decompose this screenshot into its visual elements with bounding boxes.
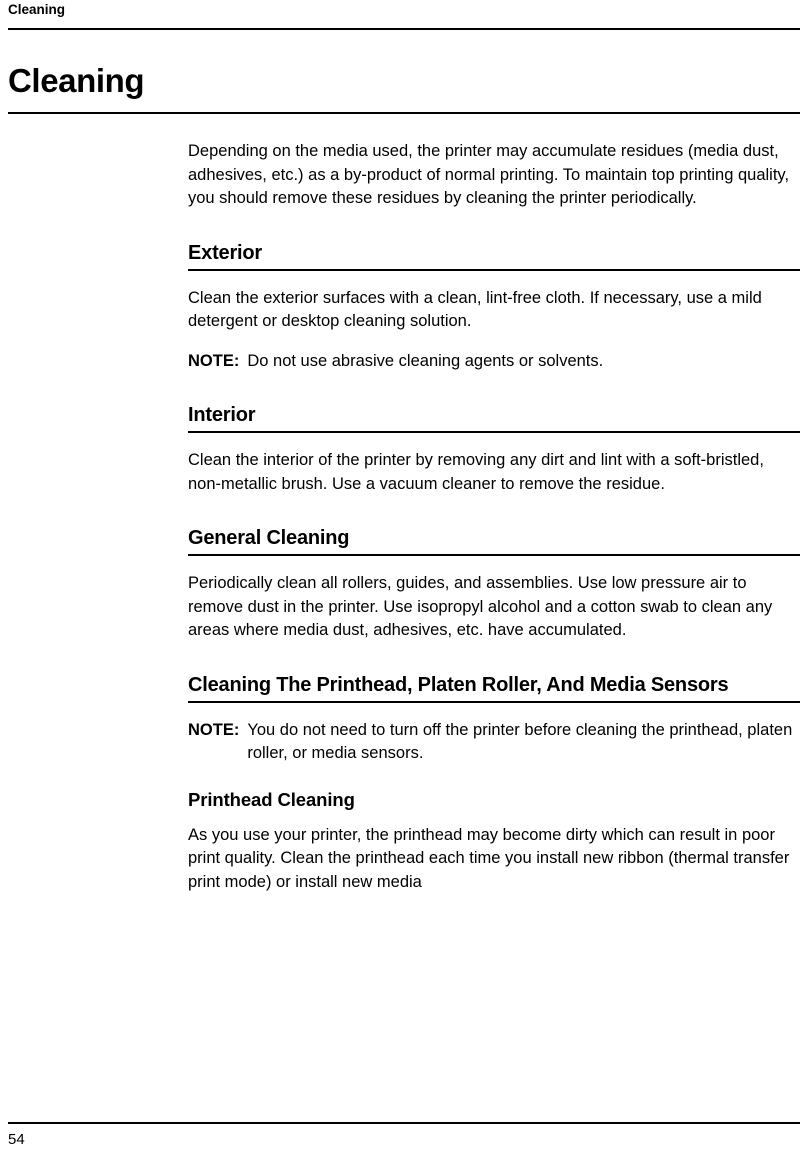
spacer	[188, 373, 800, 403]
subsection-heading-printhead-cleaning: Printhead Cleaning	[188, 788, 355, 810]
spacer	[188, 643, 800, 673]
spacer	[188, 556, 800, 572]
page-header	[8, 0, 800, 30]
section-heading-general-cleaning: General Cleaning	[188, 526, 800, 556]
spacer	[188, 211, 800, 241]
spacer	[188, 433, 800, 449]
exterior-paragraph: Clean the exterior surfaces with a clean, lint-free cloth. If necessary, use a mild detergent or desktop cleaning solution.	[188, 288, 762, 330]
spacer	[188, 703, 800, 719]
spacer	[188, 334, 800, 350]
note-label: NOTE:	[188, 720, 240, 739]
interior-paragraph: Clean the interior of the printer by removing any dirt and lint with a soft-bristled, non-metallic brush. Use a vacuum cleaner to remove the residue.	[188, 451, 764, 493]
spacer	[188, 496, 800, 526]
general-cleaning-paragraph: Periodically clean all rollers, guides, and assemblies. Use low pressure air to remove dust in the printer. Use isopropyl alcohol and a cotton swab to clean any areas where media dust, adhesives, etc. have accumulated.	[188, 574, 773, 639]
note-text: Do not use abrasive cleaning agents or solvents.	[247, 351, 604, 370]
note-text: You do not need to turn off the printer before cleaning the printhead, platen roller, or media sensors.	[247, 720, 793, 762]
spacer	[188, 766, 800, 788]
chapter-title: Cleaning	[8, 62, 145, 99]
spacer	[188, 812, 800, 824]
header-divider	[8, 28, 800, 30]
exterior-note	[188, 350, 800, 374]
section-heading-exterior: Exterior	[188, 241, 800, 271]
intro-paragraph: Depending on the media used, the printer may accumulate residues (media dust, adhesives, etc.) as a by-product of normal printing. To maintain top printing quality, you should remove these residues by cleaning the printer periodically.	[188, 142, 790, 207]
page-number: 54	[8, 1131, 25, 1148]
note-label: NOTE:	[188, 351, 240, 370]
section-heading-interior: Interior	[188, 403, 800, 433]
content-column	[188, 140, 800, 894]
chapter-title-divider	[8, 112, 800, 114]
section-heading-printhead-platen-sensors: Cleaning The Printhead, Platen Roller, And Media Sensors	[188, 673, 800, 703]
running-head: Cleaning	[8, 2, 66, 17]
printhead-platen-sensors-note	[188, 719, 800, 766]
footer-divider	[8, 1122, 800, 1124]
spacer	[188, 271, 800, 287]
printhead-cleaning-paragraph: As you use your printer, the printhead may become dirty which can result in poor print quality. Clean the printhead each time you install new ribbon (thermal transfer print mode) or install new media	[188, 825, 790, 891]
